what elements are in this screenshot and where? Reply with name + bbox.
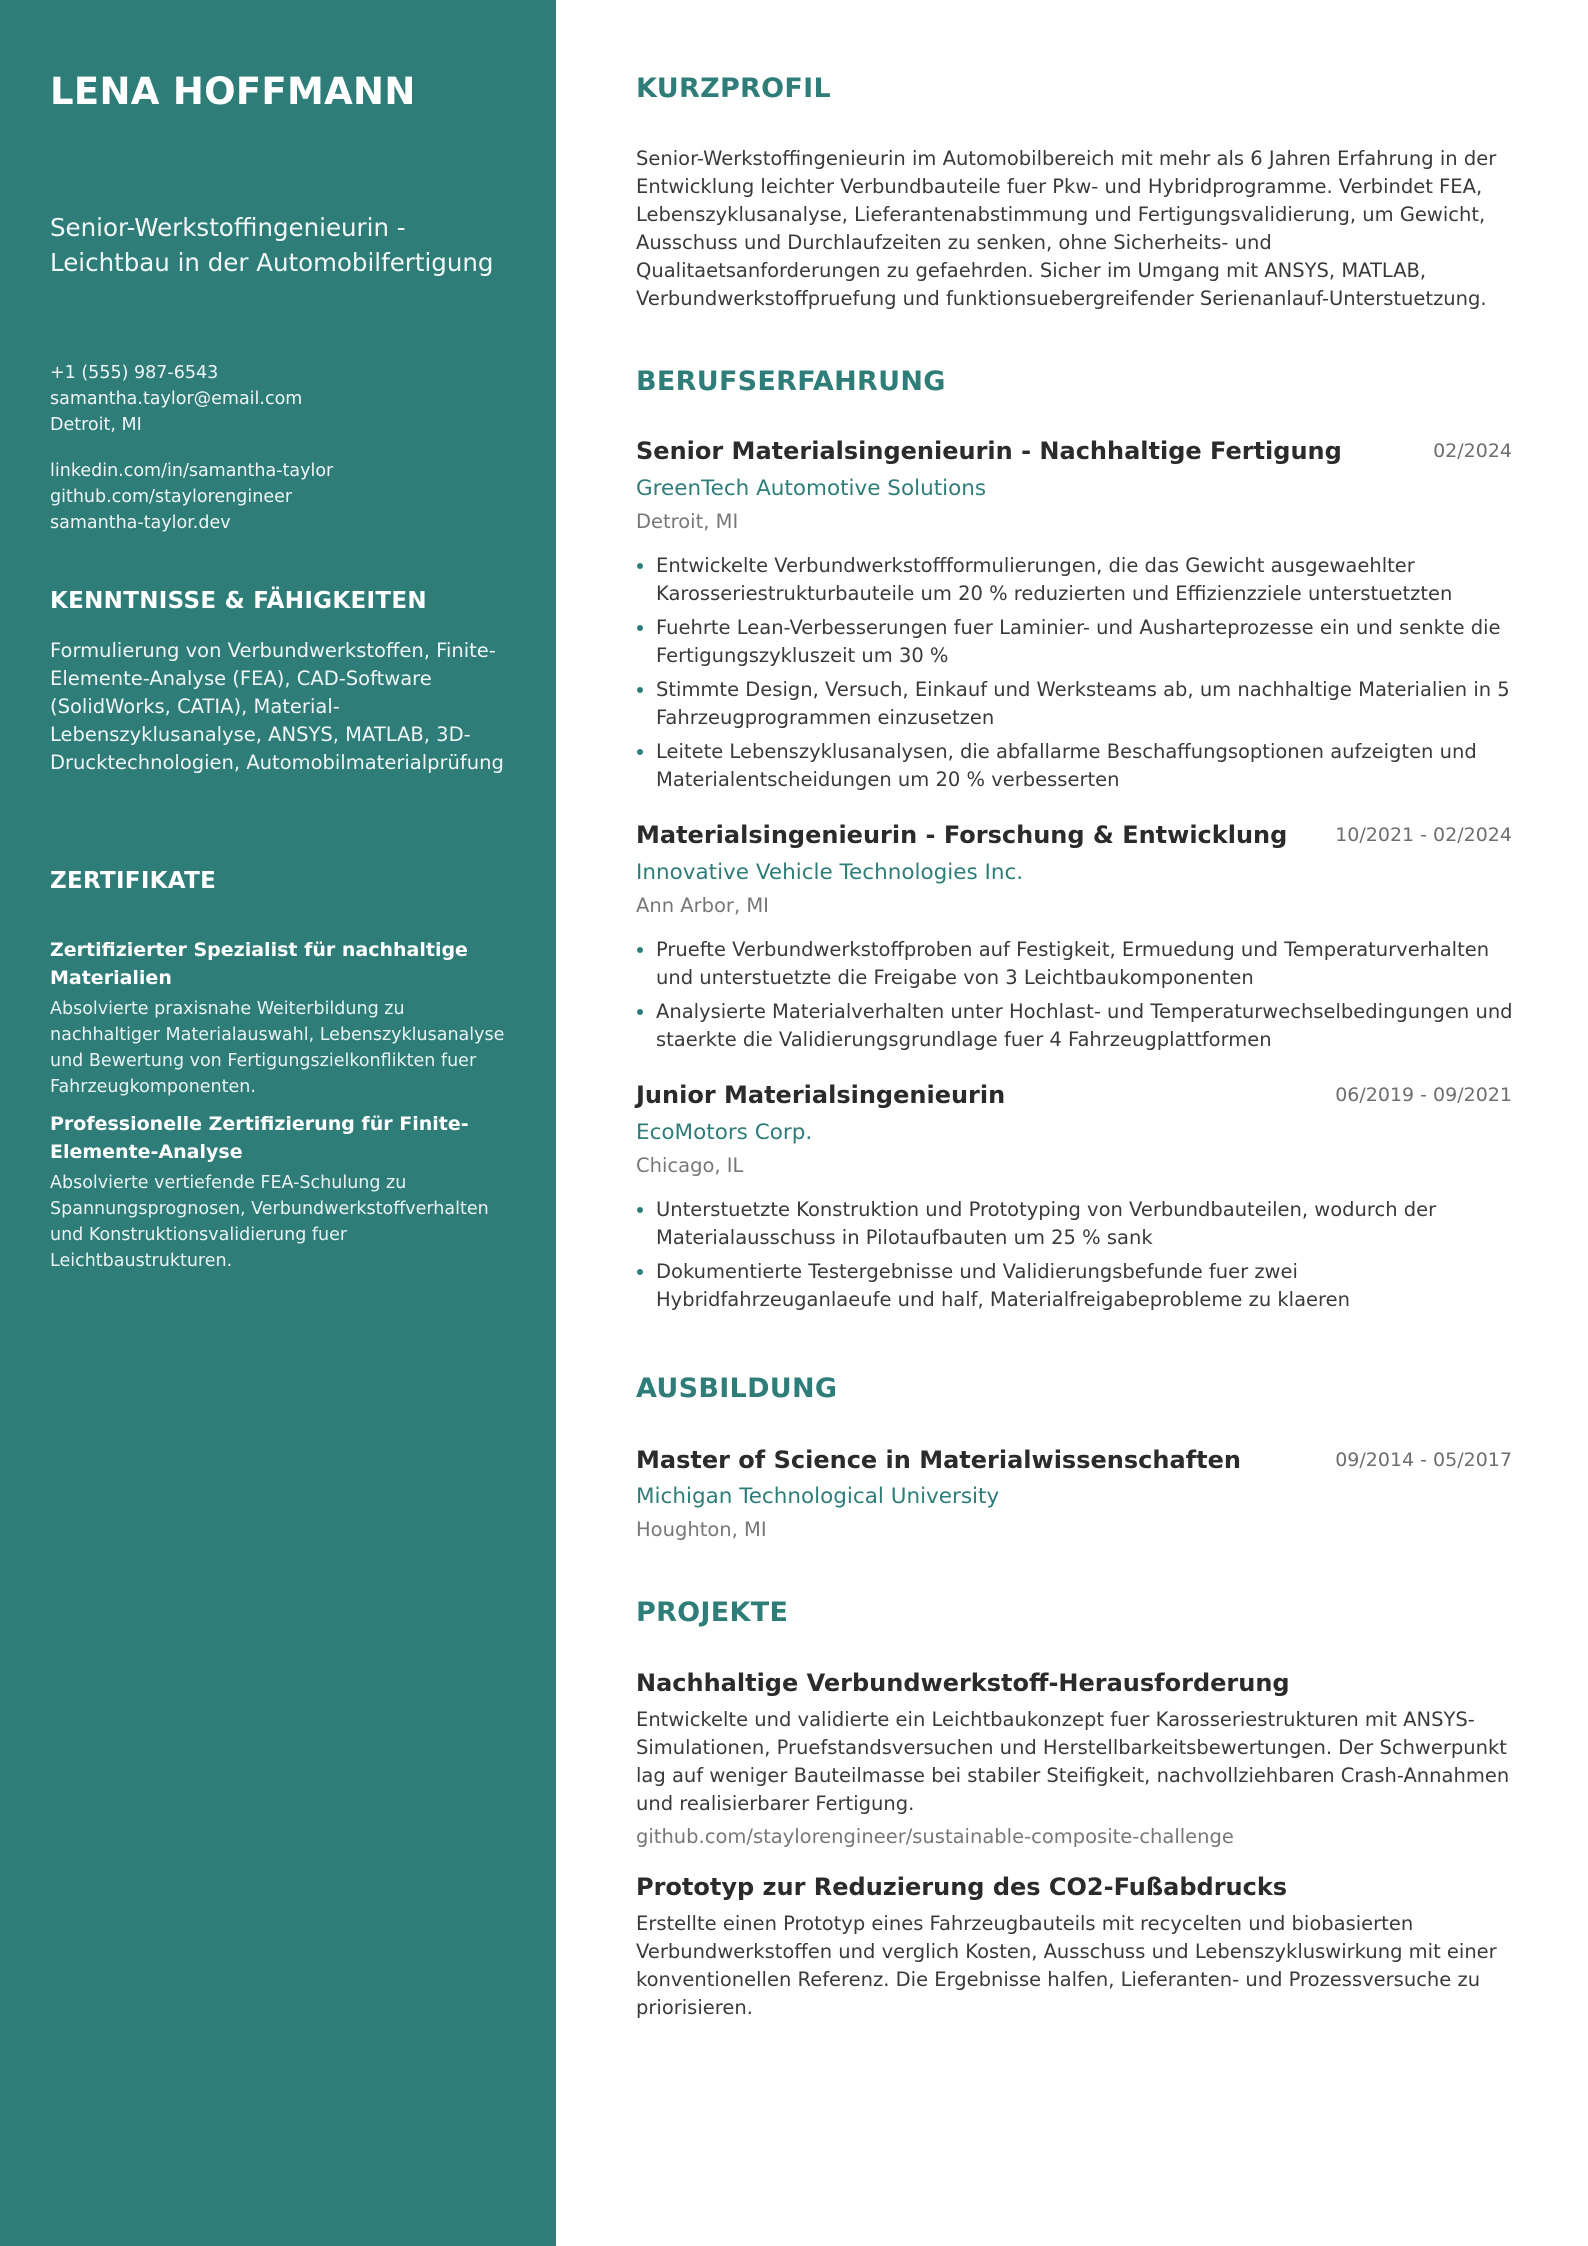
certificate-title: Professionelle Zertifizierung für Finite-Elemente-Analyse [50,1113,469,1163]
candidate-headline: Senior-Werkstoffingenieurin - Leichtbau in der Automobilfertigung [50,213,494,277]
job-date: 06/2019 - 09/2021 [1335,1084,1512,1106]
project-title: Prototyp zur Reduzierung des CO2-Fußabdrucks [636,1873,1288,1901]
sidebar [0,0,556,2246]
job-bullet: Fuehrte Lean-Verbesserungen fuer Laminier- und Ausharteprozesse ein und senkte die Fertigungszykluszeit um 30 % [636,614,1516,670]
job-title: Materialsingenieurin - Forschung & Entwicklung [636,821,1288,849]
education-school: Michigan Technological University [636,1484,1000,1509]
profile-heading: KURZPROFIL [636,73,831,104]
experience-heading: BERUFSERFAHRUNG [636,366,946,397]
projects-heading: PROJEKTE [636,1597,789,1628]
project-link[interactable]: github.com/staylorengineer/sustainable-composite-challenge [636,1825,1234,1848]
job-bullet: Analysierte Materialverhalten unter Hochlast- und Temperaturwechselbedingungen und staerkte die Validierungsgrundlage fuer 4 Fahrzeugplattformen [636,998,1516,1054]
certificate-title: Zertifizierter Spezialist für nachhaltige Materialien [50,939,468,989]
education-heading: AUSBILDUNG [636,1373,838,1404]
job-company: GreenTech Automotive Solutions [636,476,987,501]
skills-text: Formulierung von Verbundwerkstoffen, Finite-Elemente-Analyse (FEA), CAD-Software (SolidWorks, CATIA), Material-Lebenszyklusanalyse, ANSYS, MATLAB, 3D-Drucktechnologien, Automobilmaterialprüfung [50,639,504,774]
certificate-description: Absolvierte vertiefende FEA-Schulung zu Spannungsprognosen, Verbundwerkstoffverhalten und Konstruktionsvalidierung fuer Leichtbaustrukturen. [50,1173,489,1271]
certificates-heading: ZERTIFIKATE [50,868,217,894]
contact-website[interactable]: samantha-taylor.dev [50,513,231,533]
job-bullets [636,936,1516,1060]
contact-email[interactable]: samantha.taylor@email.com [50,389,303,409]
job-location: Detroit, MI [636,510,739,533]
job-bullet: Entwickelte Verbundwerkstoffformulierungen, die das Gewicht ausgewaehlter Karosseriestrukturbauteile um 20 % reduzierten und Effizienzziele unterstuetzten [636,552,1516,608]
candidate-name: LENA HOFFMANN [50,70,416,113]
job-title: Senior Materialsingenieurin - Nachhaltige Fertigung [636,437,1342,465]
job-bullet: Dokumentierte Testergebnisse und Validierungsbefunde fuer zwei Hybridfahrzeuganlaeufe und half, Materialfreigabeprobleme zu klaeren [636,1258,1516,1314]
certificate-description: Absolvierte praxisnahe Weiterbildung zu nachhaltiger Materialauswahl, Lebenszyklusanalyse und Bewertung von Fertigungszielkonflikten fuer Fahrzeugkomponenten. [50,999,505,1097]
job-bullet: Unterstuetzte Konstruktion und Prototyping von Verbundbauteilen, wodurch der Materialausschuss in Pilotaufbauten um 25 % sank [636,1196,1516,1252]
job-bullet: Stimmte Design, Versuch, Einkauf und Werksteams ab, um nachhaltige Materialien in 5 Fahrzeugprogrammen einzusetzen [636,676,1516,732]
education-date: 09/2014 - 05/2017 [1335,1449,1512,1471]
contact-linkedin[interactable]: linkedin.com/in/samantha-taylor [50,461,334,481]
job-location: Chicago, IL [636,1154,744,1177]
job-bullet: Pruefte Verbundwerkstoffproben auf Festigkeit, Ermuedung und Temperaturverhalten und unterstuetzte die Freigabe von 3 Leichtbaukomponenten [636,936,1516,992]
contact-phone: +1 (555) 987-6543 [50,363,219,383]
job-location: Ann Arbor, MI [636,894,769,917]
job-company: EcoMotors Corp. [636,1120,813,1145]
contact-github[interactable]: github.com/staylorengineer [50,487,293,507]
project-title: Nachhaltige Verbundwerkstoff-Herausforderung [636,1669,1290,1697]
job-bullets [636,552,1516,800]
education-location: Houghton, MI [636,1518,767,1541]
main-content [556,0,1588,2246]
job-company: Innovative Vehicle Technologies Inc. [636,860,1024,885]
job-date: 10/2021 - 02/2024 [1335,824,1512,846]
job-bullet: Leitete Lebenszyklusanalysen, die abfallarme Beschaffungsoptionen aufzeigten und Materialentscheidungen um 20 % verbesserten [636,738,1516,794]
project-description: Entwickelte und validierte ein Leichtbaukonzept fuer Karosseriestrukturen mit ANSYS-Simulationen, Pruefstandsversuchen und Herstellbarkeitsbewertungen. Der Schwerpunkt lag auf weniger Bauteilmasse bei stabiler Steifigkeit, nachvollziehbaren Crash-Annahmen und realisierbarer Fertigung. [636,1708,1510,1815]
job-title: Junior Materialsingenieurin [636,1081,1006,1109]
profile-summary: Senior-Werkstoffingenieurin im Automobilbereich mit mehr als 6 Jahren Erfahrung in der Entwicklung leichter Verbundbauteile fuer Pkw- und Hybridprogramme. Verbindet FEA, Lebenszyklusanalyse, Lieferantenabstimmung und Fertigungsvalidierung, um Gewicht, Ausschuss und Durchlaufzeiten zu senken, ohne Sicherheits- und Qualitaetsanforderungen zu gefaehrden. Sicher im Umgang mit ANSYS, MATLAB, Verbundwerkstoffpruefung und funktionsuebergreifender Serienanlauf-Unterstuetzung. [636,147,1497,310]
degree-title: Master of Science in Materialwissenschaften [636,1446,1241,1474]
job-bullets [636,1196,1516,1320]
job-date: 02/2024 [1433,440,1512,462]
contact-location: Detroit, MI [50,415,142,435]
skills-heading: KENNTNISSE & FÄHIGKEITEN [50,588,427,614]
project-description: Erstellte einen Prototyp eines Fahrzeugbauteils mit recycelten und biobasierten Verbundwerkstoffen und verglich Kosten, Ausschuss und Lebenszykluswirkung mit einer konventionellen Referenz. Die Ergebnisse halfen, Lieferanten- und Prozessversuche zu priorisieren. [636,1912,1497,2019]
